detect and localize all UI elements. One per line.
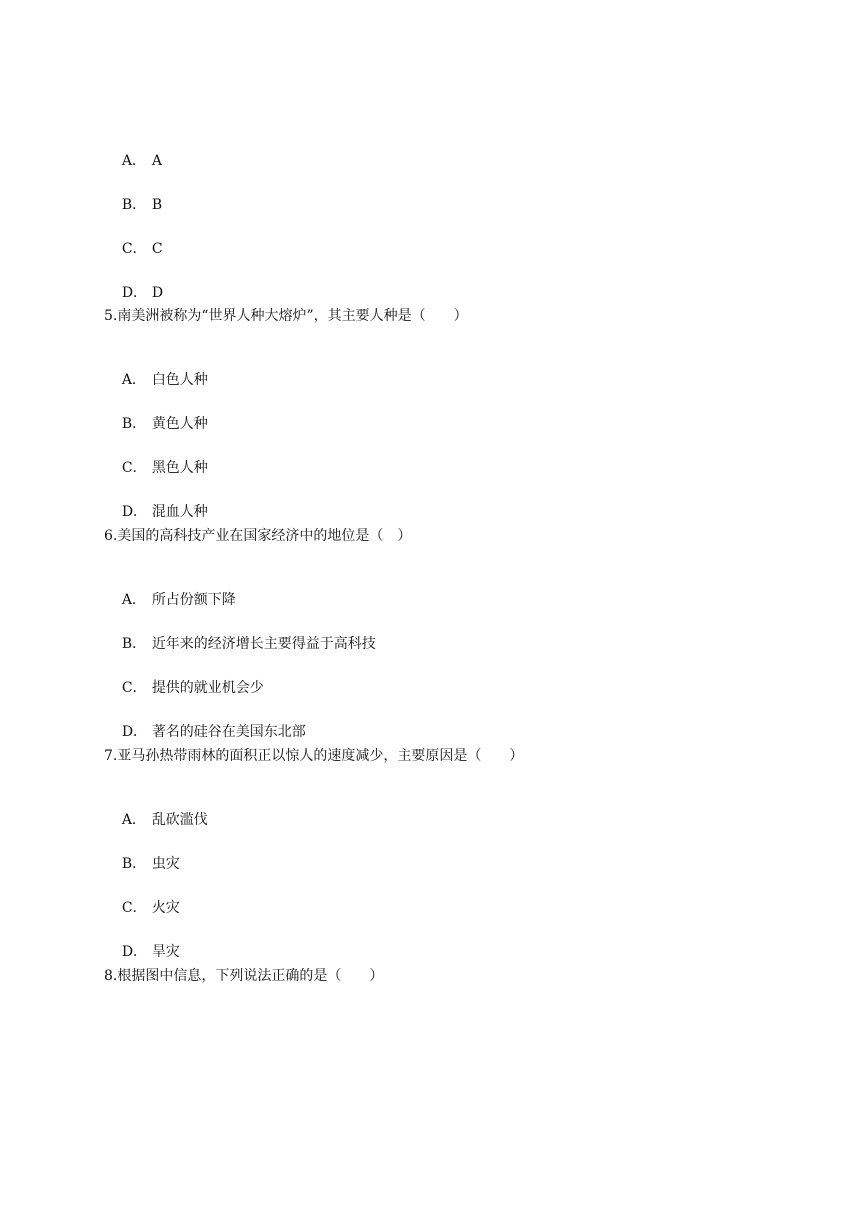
option-text: 白色人种 [151,372,208,388]
option-letter: B． [121,197,147,213]
option-text: 所占份额下降 [151,592,236,608]
option-letter: C． [121,680,147,696]
option-text: 火灾 [151,900,180,916]
option-letter: C． [121,460,147,476]
question-6: 6.美国的高科技产业在国家经济中的地位是（ ） [104,528,412,544]
option-letter: B． [121,416,147,432]
option-text: 著名的硅谷在美国东北部 [151,724,306,740]
question-8: 8.根据图中信息，下列说法正确的是（ ） [104,968,384,984]
option-letter: B． [121,636,147,652]
option-text: 乱砍滥伐 [151,812,208,828]
option-letter: B． [121,856,147,872]
option-letter: A． [121,592,146,608]
option-letter: D． [121,504,148,520]
option-text: 黄色人种 [151,416,208,432]
question-7: 7.亚马孙热带雨林的面积正以惊人的速度减少，主要原因是（ ） [104,748,524,764]
option-letter: C． [121,900,147,916]
option-text: D [151,285,164,301]
option-letter: A． [121,153,146,169]
question-5: 5.南美洲被称为“世界人种大熔炉”，其主要人种是（ ） [104,308,468,324]
option-text: B [151,197,163,213]
option-letter: D． [121,724,148,740]
option-text: 近年来的经济增长主要得益于高科技 [151,636,376,652]
option-text: 旱灾 [151,944,180,960]
option-letter: A． [121,812,146,828]
option-letter: D． [121,944,148,960]
option-letter: C． [121,241,147,257]
option-text: A [151,153,162,169]
option-letter: D． [121,285,148,301]
option-text: 虫灾 [151,856,180,872]
option-text: 混血人种 [151,504,208,520]
option-text: 提供的就业机会少 [151,680,264,696]
option-text: C [151,241,163,257]
option-letter: A． [121,372,146,388]
option-text: 黑色人种 [151,460,208,476]
